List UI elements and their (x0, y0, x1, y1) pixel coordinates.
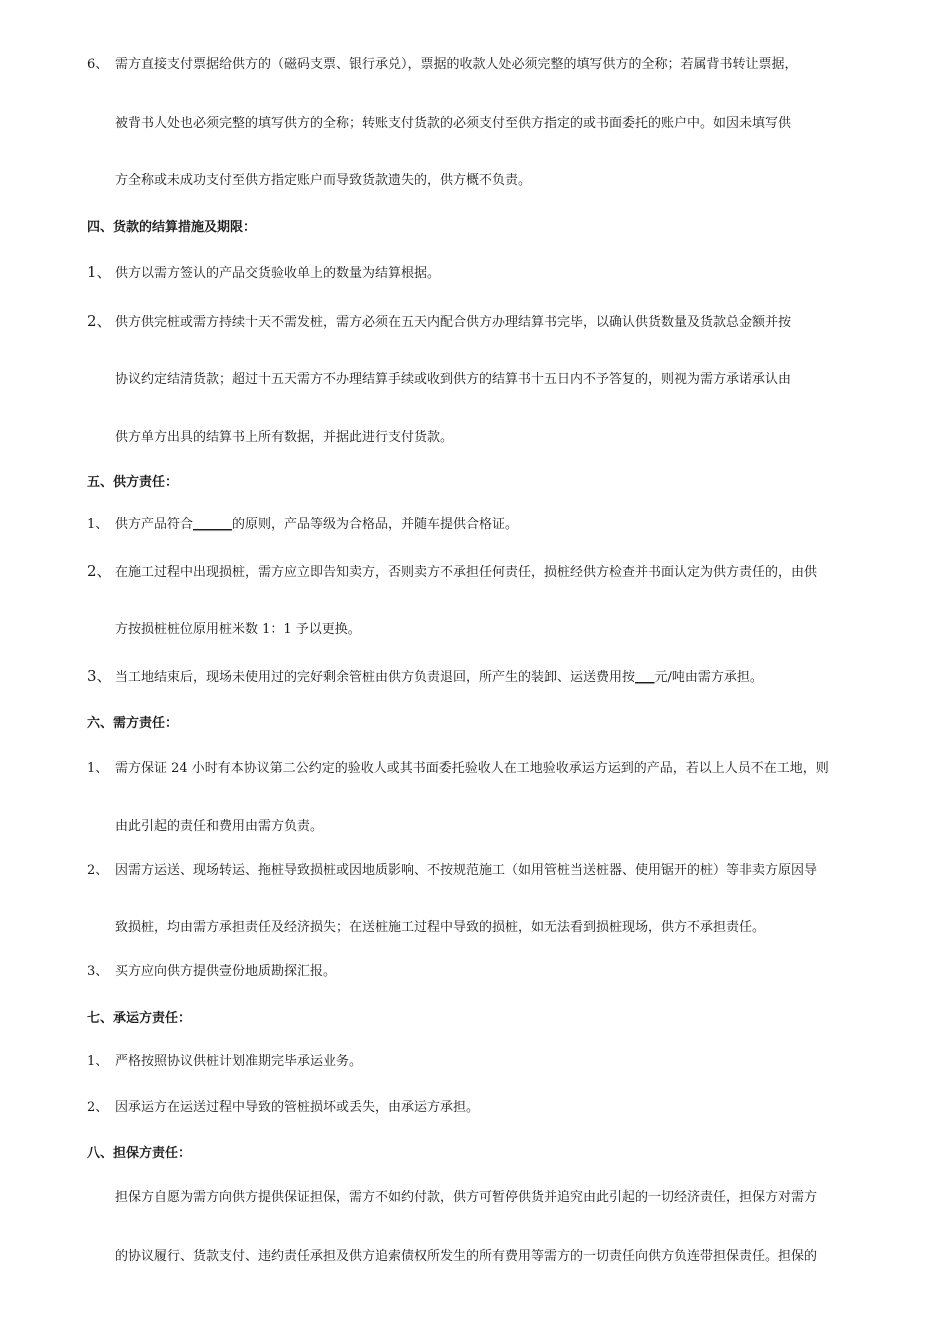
item-number: 3、 (87, 964, 109, 979)
item-number: 6、 (87, 57, 109, 72)
item-text: 供方以需方签认的产品交货验收单上的数量为结算根据。 (115, 266, 441, 281)
item-number: 2、 (87, 1100, 109, 1115)
section-heading-6: 六、需方责任： (87, 716, 179, 731)
item-number: 2、 (87, 863, 109, 878)
item-number: 2、 (87, 562, 112, 580)
sec3-item6-line1 (87, 57, 798, 73)
section-heading-5: 五、供方责任： (87, 475, 179, 490)
sec7-item2 (87, 1100, 479, 1116)
sec3-item6-line3: 方全称或未成功支付至供方指定账户而导致货款遗失的，供方概不负责。 (115, 173, 532, 188)
sec4-item1 (87, 264, 440, 282)
item-text-pre: 当工地结束后，现场未使用过的完好剩余管桩由供方负责退回，所产生的装卸、运送费用按 (115, 670, 636, 685)
item-number: 1、 (87, 263, 112, 281)
sec4-item2-line1 (87, 313, 791, 331)
item-number: 1、 (87, 1054, 109, 1069)
item-number: 2、 (87, 312, 112, 330)
sec4-item2-line3: 供方单方出具的结算书上所有数据，并据此进行支付货款。 (115, 430, 454, 445)
sec4-item2-line2: 协议约定结清货款；超过十五天需方不办理结算手续或收到供方的结算书十五日内不予答复的，则视为需方承诺承认由 (115, 372, 792, 387)
item-text: 因承运方在运送过程中导致的管桩损坏或丢失，由承运方承担。 (115, 1100, 480, 1115)
sec7-item1 (87, 1054, 362, 1070)
item-text: 严格按照协议供桩计划准期完毕承运业务。 (115, 1054, 363, 1069)
item-text-post: 元/吨由需方承担。 (654, 670, 763, 685)
sec8-line2: 的协议履行、货款支付、违约责任承担及供方追索债权所发生的所有费用等需方的一切责任向供方负连带担保责任。担保的 (115, 1249, 818, 1264)
section-heading-4: 四、货款的结算措施及期限： (87, 220, 257, 235)
section-heading-8: 八、担保方责任： (87, 1146, 192, 1161)
item-text-pre: 供方产品符合 (115, 517, 194, 532)
sec6-item2-line2: 致损桩，均由需方承担责任及经济损失；在送桩施工过程中导致的损桩，如无法看到损桩现场，供方不承担责任。 (115, 920, 766, 935)
sec5-item2-line2: 方按损桩桩位原用桩米数 1：1 予以更换。 (115, 622, 361, 637)
sec3-item6-line2: 被背书人处也必须完整的填写供方的全称；转账支付货款的必须支付至供方指定的或书面委托的账户中。如因未填写供 (115, 116, 792, 131)
item-text: 需方保证 24 小时有本协议第二公约定的验收人或其书面委托验收人在工地验收承运方运到的产品，若以上人员不在工地，则 (115, 761, 829, 776)
sec6-item1-line2: 由此引起的责任和费用由需方负责。 (115, 819, 324, 834)
blank-field: ___ (635, 670, 655, 685)
item-number: 1、 (87, 517, 109, 532)
item-number: 3、 (87, 667, 112, 685)
item-text: 需方直接支付票据给供方的（磁码支票、银行承兑），票据的收款人处必须完整的填写供方的全称；若属背书转让票据， (115, 57, 798, 72)
item-number: 1、 (87, 761, 109, 776)
blank-field: ______ (193, 517, 233, 532)
sec6-item1-line1 (87, 761, 829, 777)
item-text: 买方应向供方提供壹份地质勘探汇报。 (115, 964, 337, 979)
item-text-post: 的原则，产品等级为合格品，并随车提供合格证。 (232, 517, 519, 532)
sec8-line1: 担保方自愿为需方向供方提供保证担保，需方不如约付款，供方可暂停供货并追究由此引起的一切经济责任，担保方对需方 (115, 1190, 818, 1205)
item-text: 在施工过程中出现损桩，需方应立即告知卖方，否则卖方不承担任何责任，损桩经供方检查并书面认定为供方责任的，由供 (115, 565, 818, 580)
sec6-item3 (87, 964, 336, 980)
item-text: 供方供完桩或需方持续十天不需发桩，需方必须在五天内配合供方办理结算书完毕，以确认供货数量及货款总金额并按 (115, 315, 792, 330)
item-text: 因需方运送、现场转运、拖桩导致损桩或因地质影响、不按规范施工（如用管桩当送桩器、使用锯开的桩）等非卖方原因导 (115, 863, 818, 878)
sec5-item2-line1 (87, 563, 817, 581)
sec5-item3 (87, 668, 763, 686)
sec6-item2-line1 (87, 863, 817, 879)
sec5-item1 (87, 517, 518, 533)
section-heading-7: 七、承运方责任： (87, 1011, 192, 1026)
